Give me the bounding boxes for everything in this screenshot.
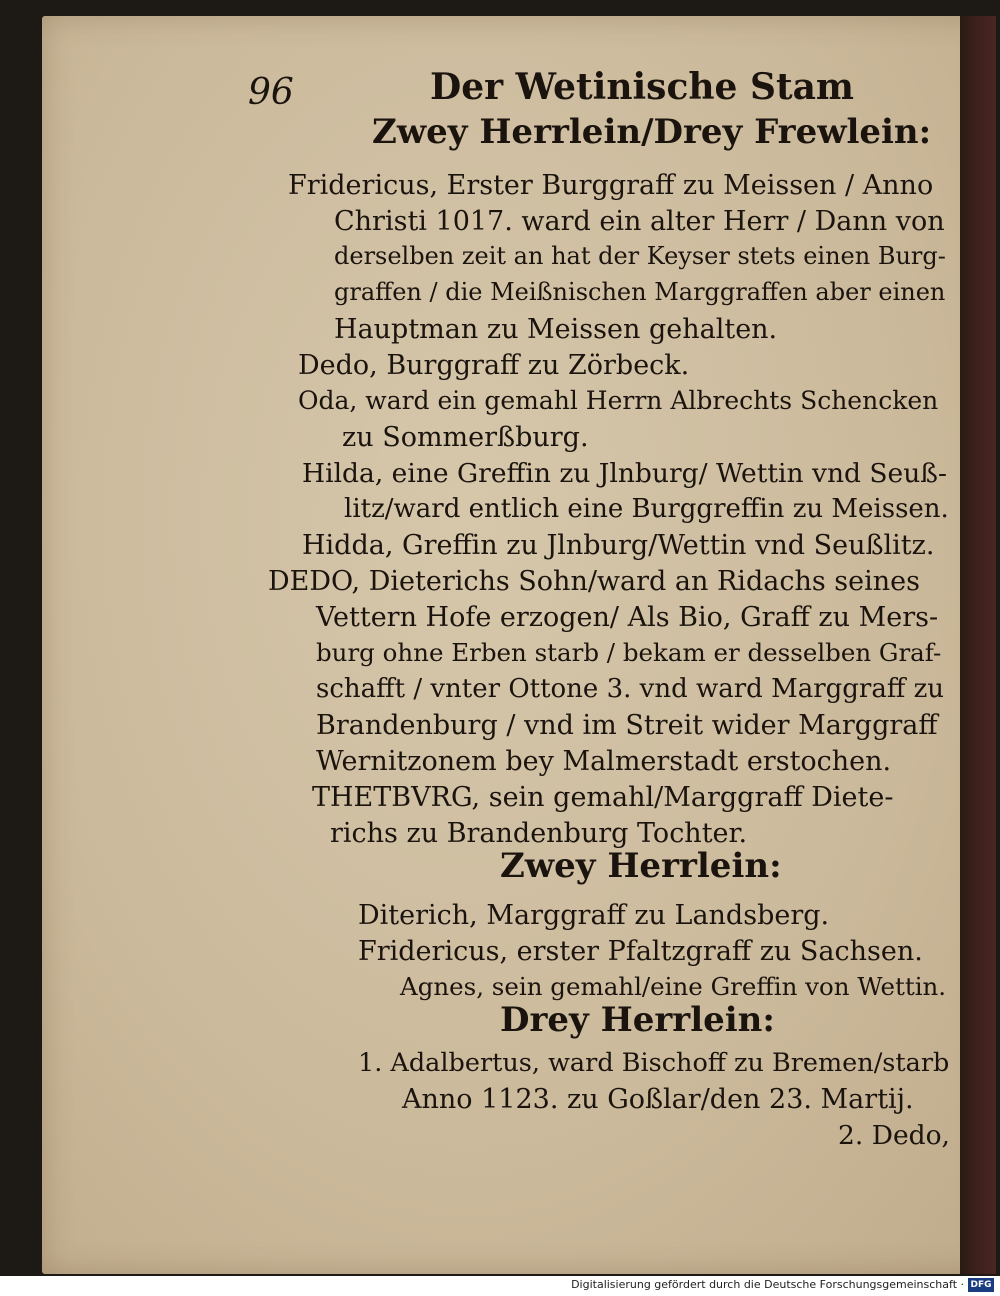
subheading: Drey Herrlein: xyxy=(500,1000,775,1040)
text-line: Brandenburg / vnd im Streit wider Marggraff xyxy=(316,710,938,741)
text-line: Vettern Hofe erzogen/ Als Bio, Graff zu Mers- xyxy=(316,602,939,633)
text-line: schafft / vnter Ottone 3. vnd ward Marggraff zu xyxy=(316,674,945,704)
text-line: Hilda, eine Greffin zu Jlnburg/ Wettin vnd Seuß- xyxy=(302,458,947,489)
text-line: richs zu Brandenburg Tochter. xyxy=(330,818,748,849)
running-head: Der Wetinische Stam xyxy=(430,66,855,108)
text-line: Agnes, sein gemahl/eine Greffin von Wettin. xyxy=(400,972,947,1001)
text-line: Wernitzonem bey Malmerstadt erstochen. xyxy=(316,746,892,777)
section-heading: Zwey Herrlein/Drey Frewlein: xyxy=(372,112,932,152)
footer-credit: Digitalisierung gefördert durch die Deutsche Forschungsgemeinschaft · xyxy=(571,1278,964,1291)
text-line: 1. Adalbertus, ward Bischoff zu Bremen/starb xyxy=(358,1048,950,1078)
text-line: Dedo, Burggraff zu Zörbeck. xyxy=(298,350,690,381)
text-line: DEDO, Dieterichs Sohn/ward an Ridachs seines xyxy=(268,566,920,597)
text-line: zu Sommerßburg. xyxy=(342,422,589,453)
text-line: derselben zeit an hat der Keyser stets einen Burg- xyxy=(334,242,946,270)
text-line: Anno 1123. zu Goßlar/den 23. Martij. xyxy=(402,1084,914,1115)
text-line: Hauptman zu Meissen gehalten. xyxy=(334,314,778,345)
text-line: Fridericus, erster Pfaltzgraff zu Sachsen. xyxy=(358,936,923,967)
text-line: Fridericus, Erster Burggraff zu Meissen / Anno xyxy=(288,170,934,201)
dfg-logo[interactable]: DFG xyxy=(968,1278,994,1292)
text-line: Oda, ward ein gemahl Herrn Albrechts Schencken xyxy=(298,386,939,415)
subheading: Zwey Herrlein: xyxy=(500,846,782,886)
text-line: Hidda, Greffin zu Jlnburg/Wettin vnd Seußlitz. xyxy=(302,530,935,561)
text-line: graffen / die Meißnischen Marggraffen aber einen xyxy=(334,278,946,306)
text-line: THETBVRG, sein gemahl/Marggraff Diete- xyxy=(312,782,894,813)
book-spine xyxy=(960,16,996,1274)
page-number: 96 xyxy=(248,72,294,113)
text-line: litz/ward entlich eine Burggreffin zu Meissen. xyxy=(344,494,949,524)
text-line: burg ohne Erben starb / bekam er desselben Graf- xyxy=(316,638,942,667)
text-line: Diterich, Marggraff zu Landsberg. xyxy=(358,900,830,931)
text-line: Christi 1017. ward ein alter Herr / Dann von xyxy=(334,206,945,237)
catchword: 2. Dedo, xyxy=(838,1120,950,1151)
footer-bar xyxy=(0,1276,1000,1296)
